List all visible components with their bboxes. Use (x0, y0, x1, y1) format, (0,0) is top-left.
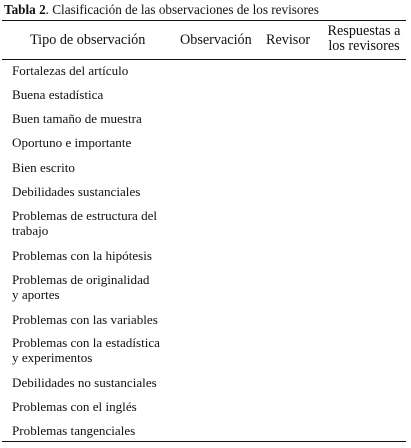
row-label-continued: y experimentos (12, 350, 93, 365)
row-label: Problemas con la estadística (12, 335, 160, 350)
header-rule (2, 59, 406, 60)
row-label: Problemas con las variables (12, 312, 158, 327)
table-caption (4, 2, 319, 18)
table-row (12, 399, 174, 414)
table-row (12, 335, 174, 365)
row-label: Problemas de estructura del (12, 208, 158, 223)
bottom-rule (2, 441, 406, 442)
table-row (12, 111, 174, 126)
row-label: Debilidades no sustanciales (12, 375, 157, 390)
column-header-observation: Observación (180, 32, 252, 48)
table-row (12, 135, 174, 150)
table-row (12, 63, 174, 78)
row-label: Problemas con el inglés (12, 399, 137, 414)
table-row (12, 87, 174, 102)
row-label: Buena estadística (12, 87, 104, 102)
row-label-continued: y aportes (12, 287, 60, 302)
table-row (12, 184, 174, 199)
column-header-reviewer: Revisor (266, 32, 311, 48)
row-label-continued: trabajo (12, 223, 49, 238)
column-header-responses-line-2: los revisores (328, 38, 400, 54)
row-label: Debilidades sustanciales (12, 184, 141, 199)
row-label: Bien escrito (12, 160, 75, 175)
row-label: Problemas tangenciales (12, 423, 136, 438)
column-header-responses (322, 24, 406, 54)
table-row (12, 423, 174, 438)
table-row (12, 248, 174, 263)
row-label: Problemas con la hipótesis (12, 248, 153, 263)
row-label: Fortalezas del artículo (12, 63, 129, 78)
table-row (12, 208, 174, 238)
top-rule (2, 20, 406, 21)
table-number: Tabla 2 (4, 2, 46, 17)
column-header-responses-line-1: Respuestas a (327, 23, 401, 39)
table-row (12, 375, 174, 390)
row-label: Buen tamaño de muestra (12, 111, 142, 126)
row-label: Problemas de originalidad (12, 272, 150, 287)
column-header-type: Tipo de observación (30, 32, 146, 48)
row-label: Oportuno e importante (12, 135, 132, 150)
table-row (12, 312, 174, 327)
table-row (12, 272, 174, 302)
table-row (12, 160, 174, 175)
table-title: . Clasificación de las observaciones de los revisores (45, 2, 319, 17)
